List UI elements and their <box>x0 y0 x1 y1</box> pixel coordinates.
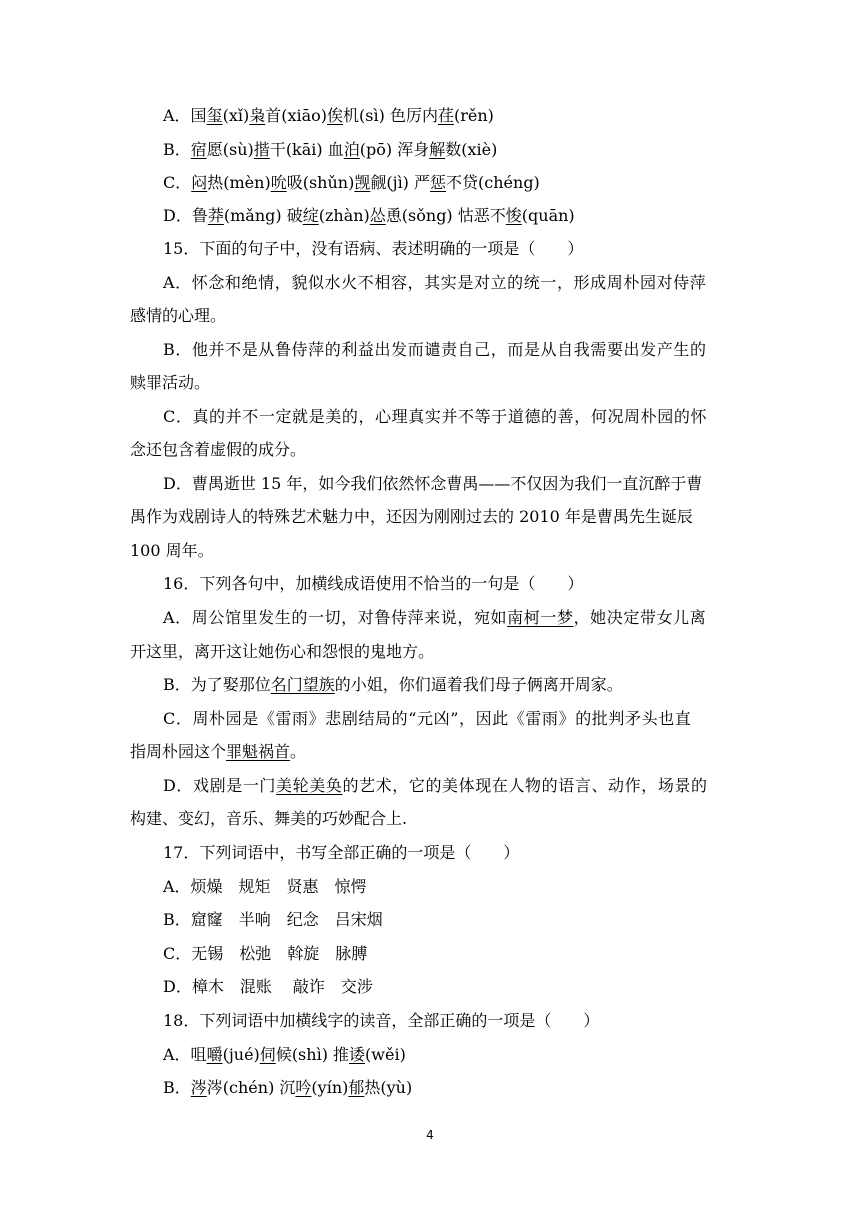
q16-option-c: C．周朴园是《雷雨》悲剧结局的“元凶”，因此《雷雨》的批判矛头也直 <box>163 709 692 728</box>
q15-option-b: B．他并不是从鲁侍萍的利益出发而谴责自己，而是从自我需要出发产生的 <box>163 340 707 359</box>
q15-option-c: C．真的并不一定就是美的，心理真实并不等于道德的善，何况周朴园的怀 <box>163 407 708 426</box>
q18-stem: 18．下列词语中加横线字的读音，全部正确的一项是（ ） <box>163 1011 600 1030</box>
q17-option-b: B．窟窿 半响 纪念 吕宋烟 <box>163 910 383 929</box>
page-number: 4 <box>426 1128 434 1142</box>
q14-option-d: D．鲁莽(mǎng) 破绽(zhàn)怂恿(sǒng) 怙恶不悛(quān) <box>163 206 575 225</box>
q15-option-d-cont1: 禺作为戏剧诗人的特殊艺术魅力中，还因为刚刚过去的 2010 年是曹禺先生诞辰 <box>130 507 693 526</box>
q15-stem: 15．下面的句子中，没有语病、表述明确的一项是（ ） <box>163 239 584 258</box>
q16-option-d: D．戏剧是一门美轮美奂的艺术，它的美体现在人物的语言、动作，场景的 <box>163 776 708 795</box>
q17-option-a: A．烦燥 规矩 贤惠 惊愕 <box>163 877 367 896</box>
q17-stem: 17．下列词语中，书写全部正确的一项是（ ） <box>163 843 520 862</box>
q17-option-d: D．樟木 混账 敲诈 交涉 <box>163 977 373 996</box>
q15-option-d-cont2: 100 周年。 <box>130 541 214 560</box>
q15-option-a-cont: 感情的心理。 <box>130 306 227 325</box>
q18-option-b: B．涔涔(chén) 沉吟(yín)郁热(yù) <box>163 1078 413 1097</box>
q15-option-a: A．怀念和绝情，貌似水火不相容，其实是对立的统一，形成周朴园对侍萍 <box>163 273 707 292</box>
q16-option-d-cont: 构建、变幻，音乐、舞美的巧妙配合上. <box>130 809 408 828</box>
q14-option-b: B．宿愿(sù)揩干(kāi) 血泊(pō) 浑身解数(xiè) <box>163 140 498 159</box>
q14-option-c: C．闷热(mèn)吮吸(shǔn)觊觎(jì) 严惩不贷(chéng) <box>163 173 540 192</box>
q16-option-c-cont: 指周朴园这个罪魁祸首。 <box>130 742 307 761</box>
q16-option-a-cont: 开这里，离开这让她伤心和怨恨的鬼地方。 <box>130 642 435 661</box>
q16-option-a: A．周公馆里发生的一切，对鲁侍萍来说，宛如南柯一梦，她决定带女儿离 <box>163 608 707 627</box>
q18-option-a: A．咀嚼(jué)伺候(shì) 推诿(wěi) <box>163 1045 406 1064</box>
q15-option-c-cont: 念还包含着虚假的成分。 <box>130 440 307 459</box>
q16-option-b: B．为了娶那位名门望族的小姐，你们逼着我们母子俩离开周家。 <box>163 675 623 694</box>
q16-stem: 16．下列各句中，加横线成语使用不恰当的一句是（ ） <box>163 574 584 593</box>
q15-option-d: D．曹禺逝世 15 年，如今我们依然怀念曹禺——不仅因为我们一直沉醉于曹 <box>163 474 703 493</box>
q15-option-b-cont: 赎罪活动。 <box>130 373 211 392</box>
q14-option-a: A．国玺(xǐ)枭首(xiāo)俟机(sì) 色厉内荏(rěn) <box>163 106 494 125</box>
q17-option-c: C．无锡 松弛 斡旋 脉膊 <box>163 944 368 963</box>
